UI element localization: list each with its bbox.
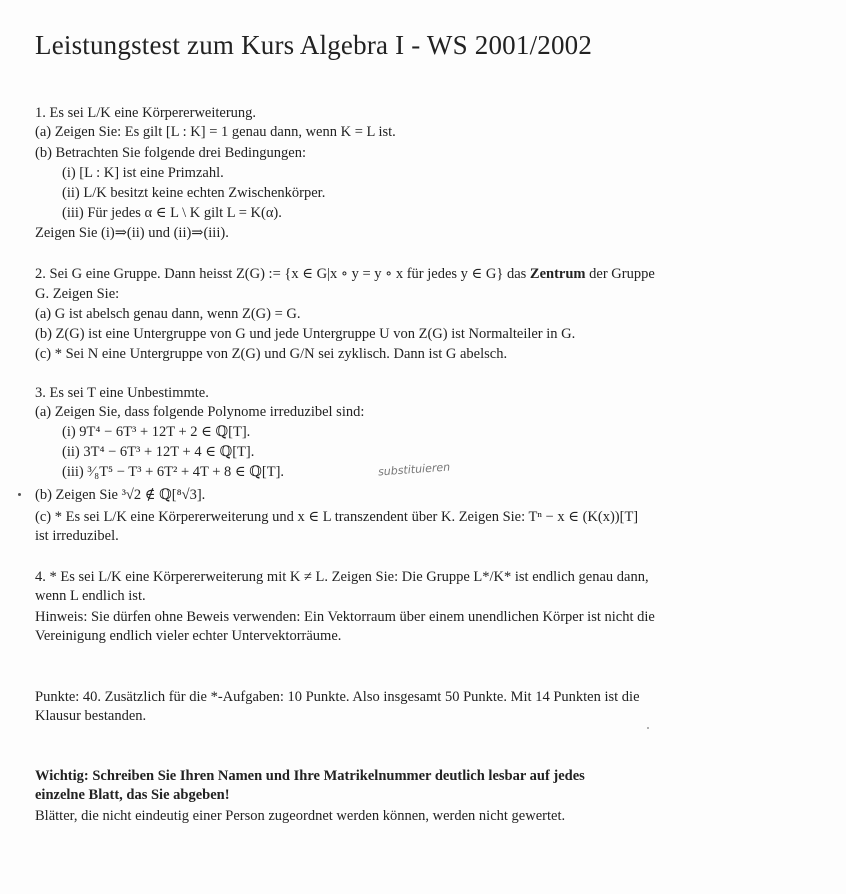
problem2-intro-post: der Gruppe — [585, 266, 655, 282]
problem3-a: (a) Zeigen Sie, dass folgende Polynome irreduzibel sind: — [35, 404, 365, 420]
problem1-b: (b) Betrachten Sie folgende drei Bedingungen: — [35, 145, 306, 161]
important-line1: Wichtig: Schreiben Sie Ihren Namen und Ihre Matrikelnummer deutlich lesbar auf jedes — [35, 768, 585, 784]
problem2-c: (c) * Sei N eine Untergruppe von Z(G) und G/N sei zyklisch. Dann ist G abelsch. — [35, 346, 508, 362]
important-line3: Blätter, die nicht eindeutig einer Person zugeordnet werden können, werden nicht gewertet. — [35, 808, 566, 824]
problem1-iii: (iii) Für jedes α ∈ L \ K gilt L = K(α). — [62, 205, 282, 221]
problem3-c-line1: (c) * Es sei L/K eine Körpererweiterung und x ∈ L transzendent über K. Zeigen Sie: Tⁿ − x ∈ (K(x))[T] — [35, 509, 639, 525]
scan-speck — [18, 493, 21, 496]
scan-speck — [647, 727, 649, 729]
problem2-intro — [35, 265, 655, 283]
points-line2: Klausur bestanden. — [35, 708, 147, 724]
problem1-ii: (ii) L/K besitzt keine echten Zwischenkörper. — [62, 185, 326, 201]
problem3-ii: (ii) 3T⁴ − 6T³ + 12T + 4 ∈ ℚ[T]. — [62, 444, 255, 460]
problem4-hint2: Vereinigung endlich vieler echter Untervektorräume. — [35, 628, 342, 644]
problem2-a: (a) G ist abelsch genau dann, wenn Z(G) = G. — [35, 306, 301, 322]
problem4-line2: wenn L endlich ist. — [35, 588, 146, 604]
problem4-line1: 4. * Es sei L/K eine Körpererweiterung mit K ≠ L. Zeigen Sie: Die Gruppe L*/K* ist endlich genau dann, — [35, 569, 649, 585]
problem1-i: (i) [L : K] ist eine Primzahl. — [62, 165, 224, 181]
problem2-b: (b) Z(G) ist eine Untergruppe von G und jede Untergruppe U von Z(G) ist Normalteiler in G. — [35, 326, 576, 342]
problem1-a: (a) Zeigen Sie: Es gilt [L : K] = 1 genau dann, wenn K = L ist. — [35, 124, 396, 140]
page-title: Leistungstest zum Kurs Algebra I - WS 2001/2002 — [35, 30, 593, 60]
problem2-intro-pre: 2. Sei G eine Gruppe. Dann heisst Z(G) := {x ∈ G|x ∘ y = y ∘ x für jedes y ∈ G} das — [35, 266, 530, 282]
problem3-c-line2: ist irreduzibel. — [35, 528, 119, 544]
points-line1: Punkte: 40. Zusätzlich für die *-Aufgaben: 10 Punkte. Also insgesamt 50 Punkte. Mit 14 Punkten ist die — [35, 689, 640, 705]
problem3-b: (b) Zeigen Sie ³√2 ∉ ℚ[⁸√3]. — [35, 487, 206, 503]
problem2-intro2: G. Zeigen Sie: — [35, 286, 120, 302]
problem3-i: (i) 9T⁴ − 6T³ + 12T + 2 ∈ ℚ[T]. — [62, 424, 251, 440]
problem1-show: Zeigen Sie (i)⇒(ii) und (ii)⇒(iii). — [35, 225, 229, 241]
problem1-intro: 1. Es sei L/K eine Körpererweiterung. — [35, 105, 257, 121]
important-line2: einzelne Blatt, das Sie abgeben! — [35, 787, 230, 803]
problem3-iii: (iii) ³⁄₈T⁵ − T³ + 6T² + 4T + 8 ∈ ℚ[T]. — [62, 464, 285, 480]
problem4-hint1: Hinweis: Sie dürfen ohne Beweis verwenden: Ein Vektorraum über einem unendlichen Körper ist nicht die — [35, 609, 655, 625]
handwritten-note: substituieren — [377, 460, 451, 479]
problem3-intro: 3. Es sei T eine Unbestimmte. — [35, 385, 209, 401]
problem2-zentrum: Zentrum — [529, 266, 586, 282]
